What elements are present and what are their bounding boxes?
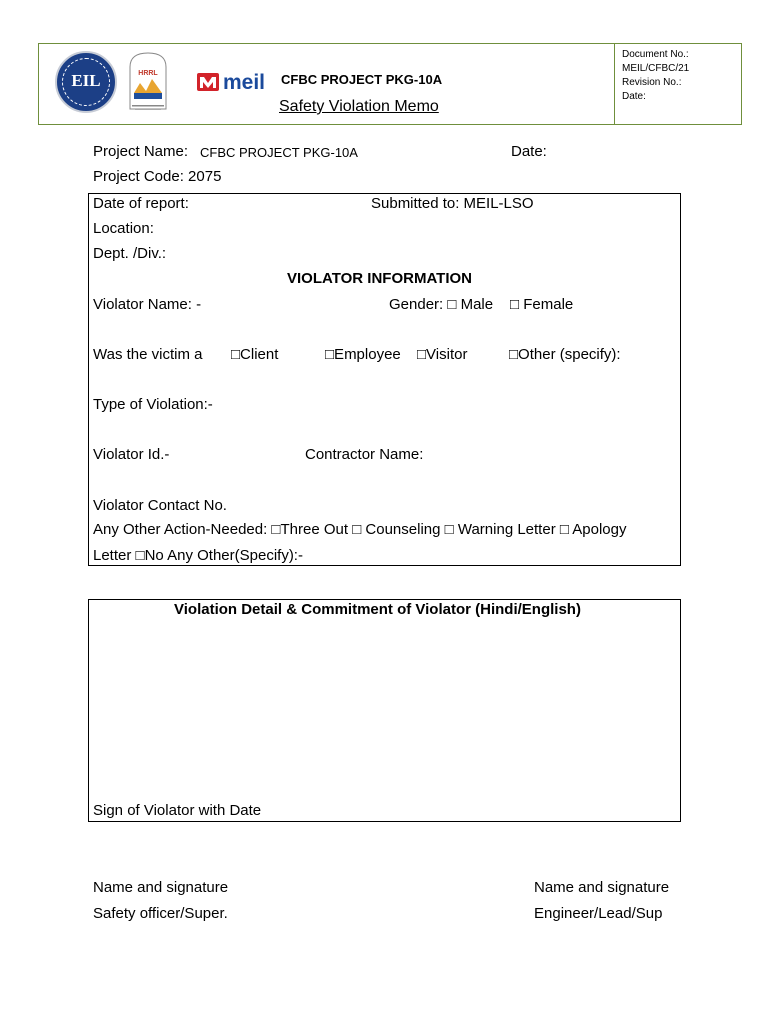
header-date-label: Date: bbox=[622, 91, 646, 102]
visitor-checkbox[interactable]: □Visitor bbox=[417, 346, 468, 363]
hrrl-logo bbox=[126, 49, 170, 115]
eil-logo: EIL bbox=[55, 51, 117, 113]
hrrl-logo-text: HRRL bbox=[138, 70, 158, 77]
document-info bbox=[622, 48, 689, 104]
violator-info-title: VIOLATOR INFORMATION bbox=[287, 270, 472, 287]
meil-logo-text: meil bbox=[223, 71, 266, 94]
victim-question: Was the victim a bbox=[93, 346, 203, 363]
project-date-label: Date: bbox=[511, 143, 547, 160]
action-needed-line1[interactable]: Any Other Action-Needed: □Three Out □ Counseling □ Warning Letter □ Apology bbox=[93, 521, 627, 538]
violator-sign-label: Sign of Violator with Date bbox=[93, 802, 262, 819]
project-code: Project Code: 2075 bbox=[93, 168, 222, 185]
action-needed-line2[interactable]: Letter □No Any Other(Specify):- bbox=[93, 547, 303, 564]
submitted-to: Submitted to: MEIL-LSO bbox=[371, 195, 534, 212]
violation-detail-box bbox=[88, 599, 681, 822]
safety-officer-name-signature: Name and signature bbox=[93, 879, 229, 896]
memo-title: Safety Violation Memo bbox=[279, 98, 439, 115]
dept-label: Dept. /Div.: bbox=[93, 245, 167, 262]
violation-detail-title: Violation Detail & Commitment of Violator (Hindi/English) bbox=[174, 601, 581, 618]
violator-id-label: Violator Id.- bbox=[93, 446, 170, 463]
project-name-value: CFBC PROJECT PKG-10A bbox=[200, 145, 358, 160]
gender-male-checkbox[interactable]: Gender: □ Male bbox=[389, 296, 494, 313]
other-checkbox[interactable]: □Other (specify): bbox=[509, 346, 621, 363]
client-checkbox[interactable]: □Client bbox=[231, 346, 279, 363]
revision-label: Revision No.: bbox=[622, 77, 682, 88]
meil-logo bbox=[197, 70, 277, 92]
engineer-name-signature: Name and signature bbox=[534, 879, 670, 896]
doc-no-label: Document No.: bbox=[622, 49, 689, 60]
project-name-label: Project Name: bbox=[93, 143, 189, 160]
doc-no-value: MEIL/CFBC/21 bbox=[622, 63, 690, 74]
document-header bbox=[38, 43, 742, 125]
date-of-report: Date of report: bbox=[93, 195, 189, 212]
header-project-title: CFBC PROJECT PKG-10A bbox=[281, 72, 443, 87]
employee-checkbox[interactable]: □Employee bbox=[325, 346, 401, 363]
contractor-name-label: Contractor Name: bbox=[305, 446, 424, 463]
violation-type-label: Type of Violation:- bbox=[93, 396, 213, 413]
safety-officer-role: Safety officer/Super. bbox=[93, 905, 228, 922]
gender-female-checkbox[interactable]: □ Female bbox=[510, 296, 574, 313]
engineer-role: Engineer/Lead/Sup bbox=[534, 905, 663, 922]
location-label: Location: bbox=[93, 220, 154, 237]
violator-name-label: Violator Name: - bbox=[93, 296, 202, 313]
violator-contact-label: Violator Contact No. bbox=[93, 497, 227, 514]
